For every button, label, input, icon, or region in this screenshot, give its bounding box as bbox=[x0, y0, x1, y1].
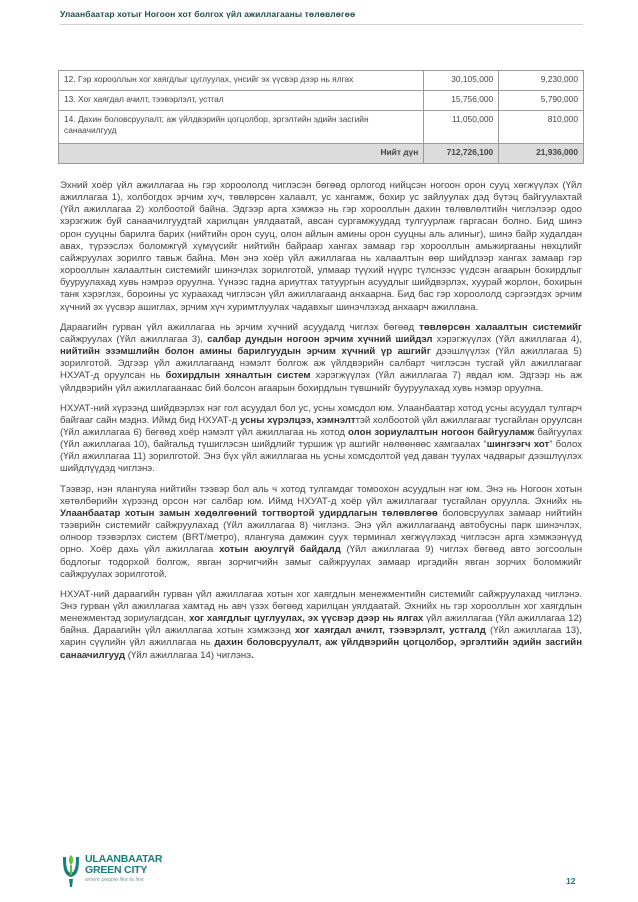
table-total-row bbox=[59, 144, 584, 164]
table-row bbox=[59, 111, 584, 144]
paragraph-text: НХУАТ-ний дараагийн гурван үйл ажиллагаа хотын хог хаягдлын менежментийн системийг сайжруулахад чиглэнэ. Энэ гурван үйл ажиллагаа хамтад нь авч үзэх бөгөөд харилцан уялдаатай. Эхнийх нь гэр хорооллын хог хаягдлын менежментэд зориулагдсан, bbox=[60, 588, 582, 625]
table-cell-activity: 13. Хог хаягдал ачилт, тээвэрлэлт, устгал bbox=[59, 91, 424, 111]
bold-phrase: шингээгч хот bbox=[486, 439, 550, 451]
bold-phrase: төвлөрсөн халаалтын системийг bbox=[419, 321, 582, 333]
green-city-logo-icon bbox=[60, 853, 82, 889]
paragraph-3 bbox=[60, 403, 582, 476]
paragraph-text: (Үйл ажиллагаа 9) чиглэх бөгөөд авто зогсоолын бодлогыг тодорхой болгож, явган зорчигчийн замыг сайжруулах замаар иргэдийн явган зорчих боломжийг сайжруулах зорилготой. bbox=[60, 544, 582, 580]
total-value-2: 21,936,000 bbox=[499, 144, 584, 164]
paragraph-text: (Үйл ажиллагаа 14) чиглэнэ bbox=[125, 649, 252, 661]
table-row bbox=[59, 71, 584, 91]
bold-phrase: . bbox=[251, 649, 254, 661]
bold-phrase: хотын аюулгүй байдалд bbox=[219, 544, 341, 556]
bold-phrase: дахин боловсруулалт, аж үйлдвэрийн цогцолбор, эргэлтийн эдийн засгийн санаачилгууд bbox=[60, 637, 582, 661]
paragraph-text: Дараагийн гурван үйл ажиллагаа нь эрчим хүчний асуудалд чиглэх бөгөөд bbox=[60, 321, 420, 333]
paragraph-text: үйл ажиллагаа (Үйл ажиллагаа 12) байна. Дараагийн үйл ажиллагаа хотын хэмжээнд bbox=[60, 613, 582, 637]
paragraph-text: ” болох (Үйл ажиллагаа 11) зорилготой. Энэ бүх үйл ажиллагаа нь усны хомсдолтой үед даван туулах чадварыг дээшлүүлэх шийдлүүдэд чиглэнэ. bbox=[60, 439, 582, 475]
paragraph-text: сайжруулах (Үйл ажиллагаа 3), bbox=[60, 333, 208, 345]
page-number: 12 bbox=[566, 876, 576, 886]
total-label: Нийт дүн bbox=[59, 144, 424, 164]
paragraph-text: Тээвэр, нэн ялангуяа нийтийн тээвэр бол аль ч хотод тулгамдаг томоохон асуудлын нэг юм. Энэ нь Ногоон хотын хөтөлбөрийн хүрээнд орсон нэг салбар юм. Иймд НХУАТ-д хоёр үйл ажиллагааг тусгайлан оруулла. Эхнийх нь bbox=[60, 483, 582, 507]
bold-phrase: салбар дундын ногоон эрчим хүчний шийдэл bbox=[207, 333, 433, 345]
table-cell-activity: 12. Гэр хорооллын хог хаягдлыг цуглуулах, үнсийг эх үүсвэр дээр нь ялгах bbox=[59, 71, 424, 91]
body-text bbox=[60, 180, 582, 670]
table-cell-activity: 14. Дахин боловсруулалт, аж үйлдвэрийн цогцолбор, эргэлтийн эдийн засгийн санаачилгууд bbox=[59, 111, 424, 144]
bold-phrase: бохирдлын хяналтын систем bbox=[165, 370, 311, 382]
table-cell-total: 15,756,000 bbox=[424, 91, 499, 111]
logo-line-1: ULAANBAATAR bbox=[85, 853, 163, 865]
total-value-1: 712,726,100 bbox=[424, 144, 499, 164]
paragraph-text: хэрэгжүүлэх (Үйл ажиллагаа 7) явдал юм. Эдгээр нь аж үйлдвэрийн үйл ажиллагаанаас бий болсон агаарын бохирдлын түвшнийг бууруулахад хувь нэмэр оруулна. bbox=[60, 370, 582, 394]
paragraph-1 bbox=[60, 180, 582, 314]
header-divider bbox=[60, 24, 583, 25]
bold-phrase: Улаанбаатар хотын замын хөдөлгөөний тогтвортой удирдлагын төлөвлөгөө bbox=[60, 507, 438, 519]
table-cell-amount: 810,000 bbox=[499, 111, 584, 144]
paragraph-text: хэрэгжүүлэх (Үйл ажиллагаа 4), bbox=[432, 333, 582, 345]
table-cell-amount: 5,790,000 bbox=[499, 91, 584, 111]
logo-tagline: where people like to live bbox=[85, 877, 144, 883]
table-cell-amount: 9,230,000 bbox=[499, 71, 584, 91]
paragraph-5 bbox=[60, 589, 582, 662]
paragraph-text: Эхний хоёр үйл ажиллагаа нь гэр хороололд чиглэсэн бөгөөд орлогод нийцсэн ногоон орон сууц хөгжүүлэх (Үйл ажиллагаа 1), холбогдох эрчим хүч, төвлөрсөн халаалт, ус хангамж, бохир ус зайлуулах дэд бүтэц байгуулахтай (Үйл ажиллагаа 2) холбоотой байна. Эдгээр арга хэмжээ нь гэр хорооллын дахин төлөвлөлтийн чиглэлээр одоо хэрэгжиж буй санаачилгуудтай харилцан уялдаатай, авсан сургамжуудад тулгуурлаж гаргасан болно. Бид шинэ орон сууцны барилга барих (нийтийн орон сууц, олон айлын амины орон сууцны аль алиныг), шинэ байр худалдан авах, түрээслэх боломжгүй хүмүүсийг нийтийн байраар хангах замаар гэр хорооллын амьжиргааны нөхцлийг сайжруулах зорилго тавьж байна. Мөн энэ хоёр үйл ажиллагаа нь халаалтын өөр шийдлээр хангах замаар гэр хорооллын халаалтын системийг шинэчлэх зорилготой, улмаар түүхий нүүрс түлснээс үүдсэн агаарын бохирдлыг бууруулахад хувь нэмрээ оруулна. Үүнээс гадна ариутгах татуургын асуудлыг шийдвэрлэх, хуурай жорлон, бохирын танк хэрэглэх, бороины ус хураахад чиглэсэн үйл ажиллагаанд анхаарна. Бид бас гэр хороололд сэргээгдэх эрчим хүчний эх үүсвэр ашиглах, эрчим хүч хуримтлуулах чадавхыг шинэчлэхэд анхаарч ажиллана. bbox=[60, 180, 582, 313]
logo-line-2: GREEN CITY bbox=[85, 864, 148, 876]
table-cell-total: 30,105,000 bbox=[424, 71, 499, 91]
bold-phrase: хог хаягдлыг цуглуулах, эх үүсвэр дээр нь ялгах bbox=[189, 613, 424, 625]
paragraph-text: боловсруулах замаар нийтийн тээврийн системийг сайжруулахад (Үйл ажиллагаа 8) чиглэнэ. Энэ үйл ажиллагаанд автобусны парк шинэчлэх, олноор тээвэрлэх систем (BRT/метро), ялангуяа дамжин суух терминал хөгжүүлэхэд чиглэсэн арга хэмжээнүүд орно. Хоёр дахь үйл ажиллагаа bbox=[60, 507, 582, 556]
ulaanbaatar-green-city-logo bbox=[60, 853, 180, 889]
paragraph-text: НХУАТ-ний хүрээнд шийдвэрлэх нэг гол асуудал бол ус, усны хомсдол юм. Улаанбаатар хотод усны асуудал тулгарч байгааг сайн мэднэ. Иймд бид НХУАТ-д bbox=[60, 402, 582, 426]
table-row bbox=[59, 91, 584, 111]
bold-phrase: олон зориулалтын ногоон байгууламж bbox=[348, 426, 535, 438]
paragraph-text: байгуулах (Үйл ажиллагаа 10), байгальд түшиглэсэн шийдлийг туршиж үр ашгийг нөлөөнөөс хамгаалах “ bbox=[60, 426, 582, 451]
table-cell-total: 11,050,000 bbox=[424, 111, 499, 144]
running-header: Улаанбаатар хотыг Ногоон хот болгох үйл ажиллагааны төлөвлөгөө bbox=[60, 9, 356, 19]
bold-phrase: усны хүрэлцээ, хэмнэлт bbox=[239, 414, 356, 426]
paragraph-4 bbox=[60, 484, 582, 581]
paragraph-text: (Үйл ажиллагаа 13), харин сүүлийн үйл ажиллагаа нь bbox=[60, 625, 583, 649]
bold-phrase: нийтийн эзэмшлийн болон амины барилгуудын эрчим хүчний үр ашгийг bbox=[60, 346, 431, 358]
paragraph-text: дээшлүүлэх (Үйл ажиллагаа 5) зорилготой. Эдгээр үйл ажиллагаанд нэмэлт болгож аж үйлдвэрийн салбарт чиглэсэн тусгай үйл ажиллагааг НХУАТ-д оруулсан нь bbox=[60, 346, 582, 382]
budget-table bbox=[58, 70, 584, 164]
paragraph-text: тэй холбоотой үйл ажиллагааг тусгайлан оруулсан (Үйл ажиллагаа 6) бөгөөд хоёр нэмэлт үйл ажиллагаа нь хотод bbox=[60, 414, 583, 438]
paragraph-2 bbox=[60, 322, 582, 395]
bold-phrase: хог хаягдал ачилт, тээвэрлэлт, устгалд bbox=[294, 625, 486, 637]
